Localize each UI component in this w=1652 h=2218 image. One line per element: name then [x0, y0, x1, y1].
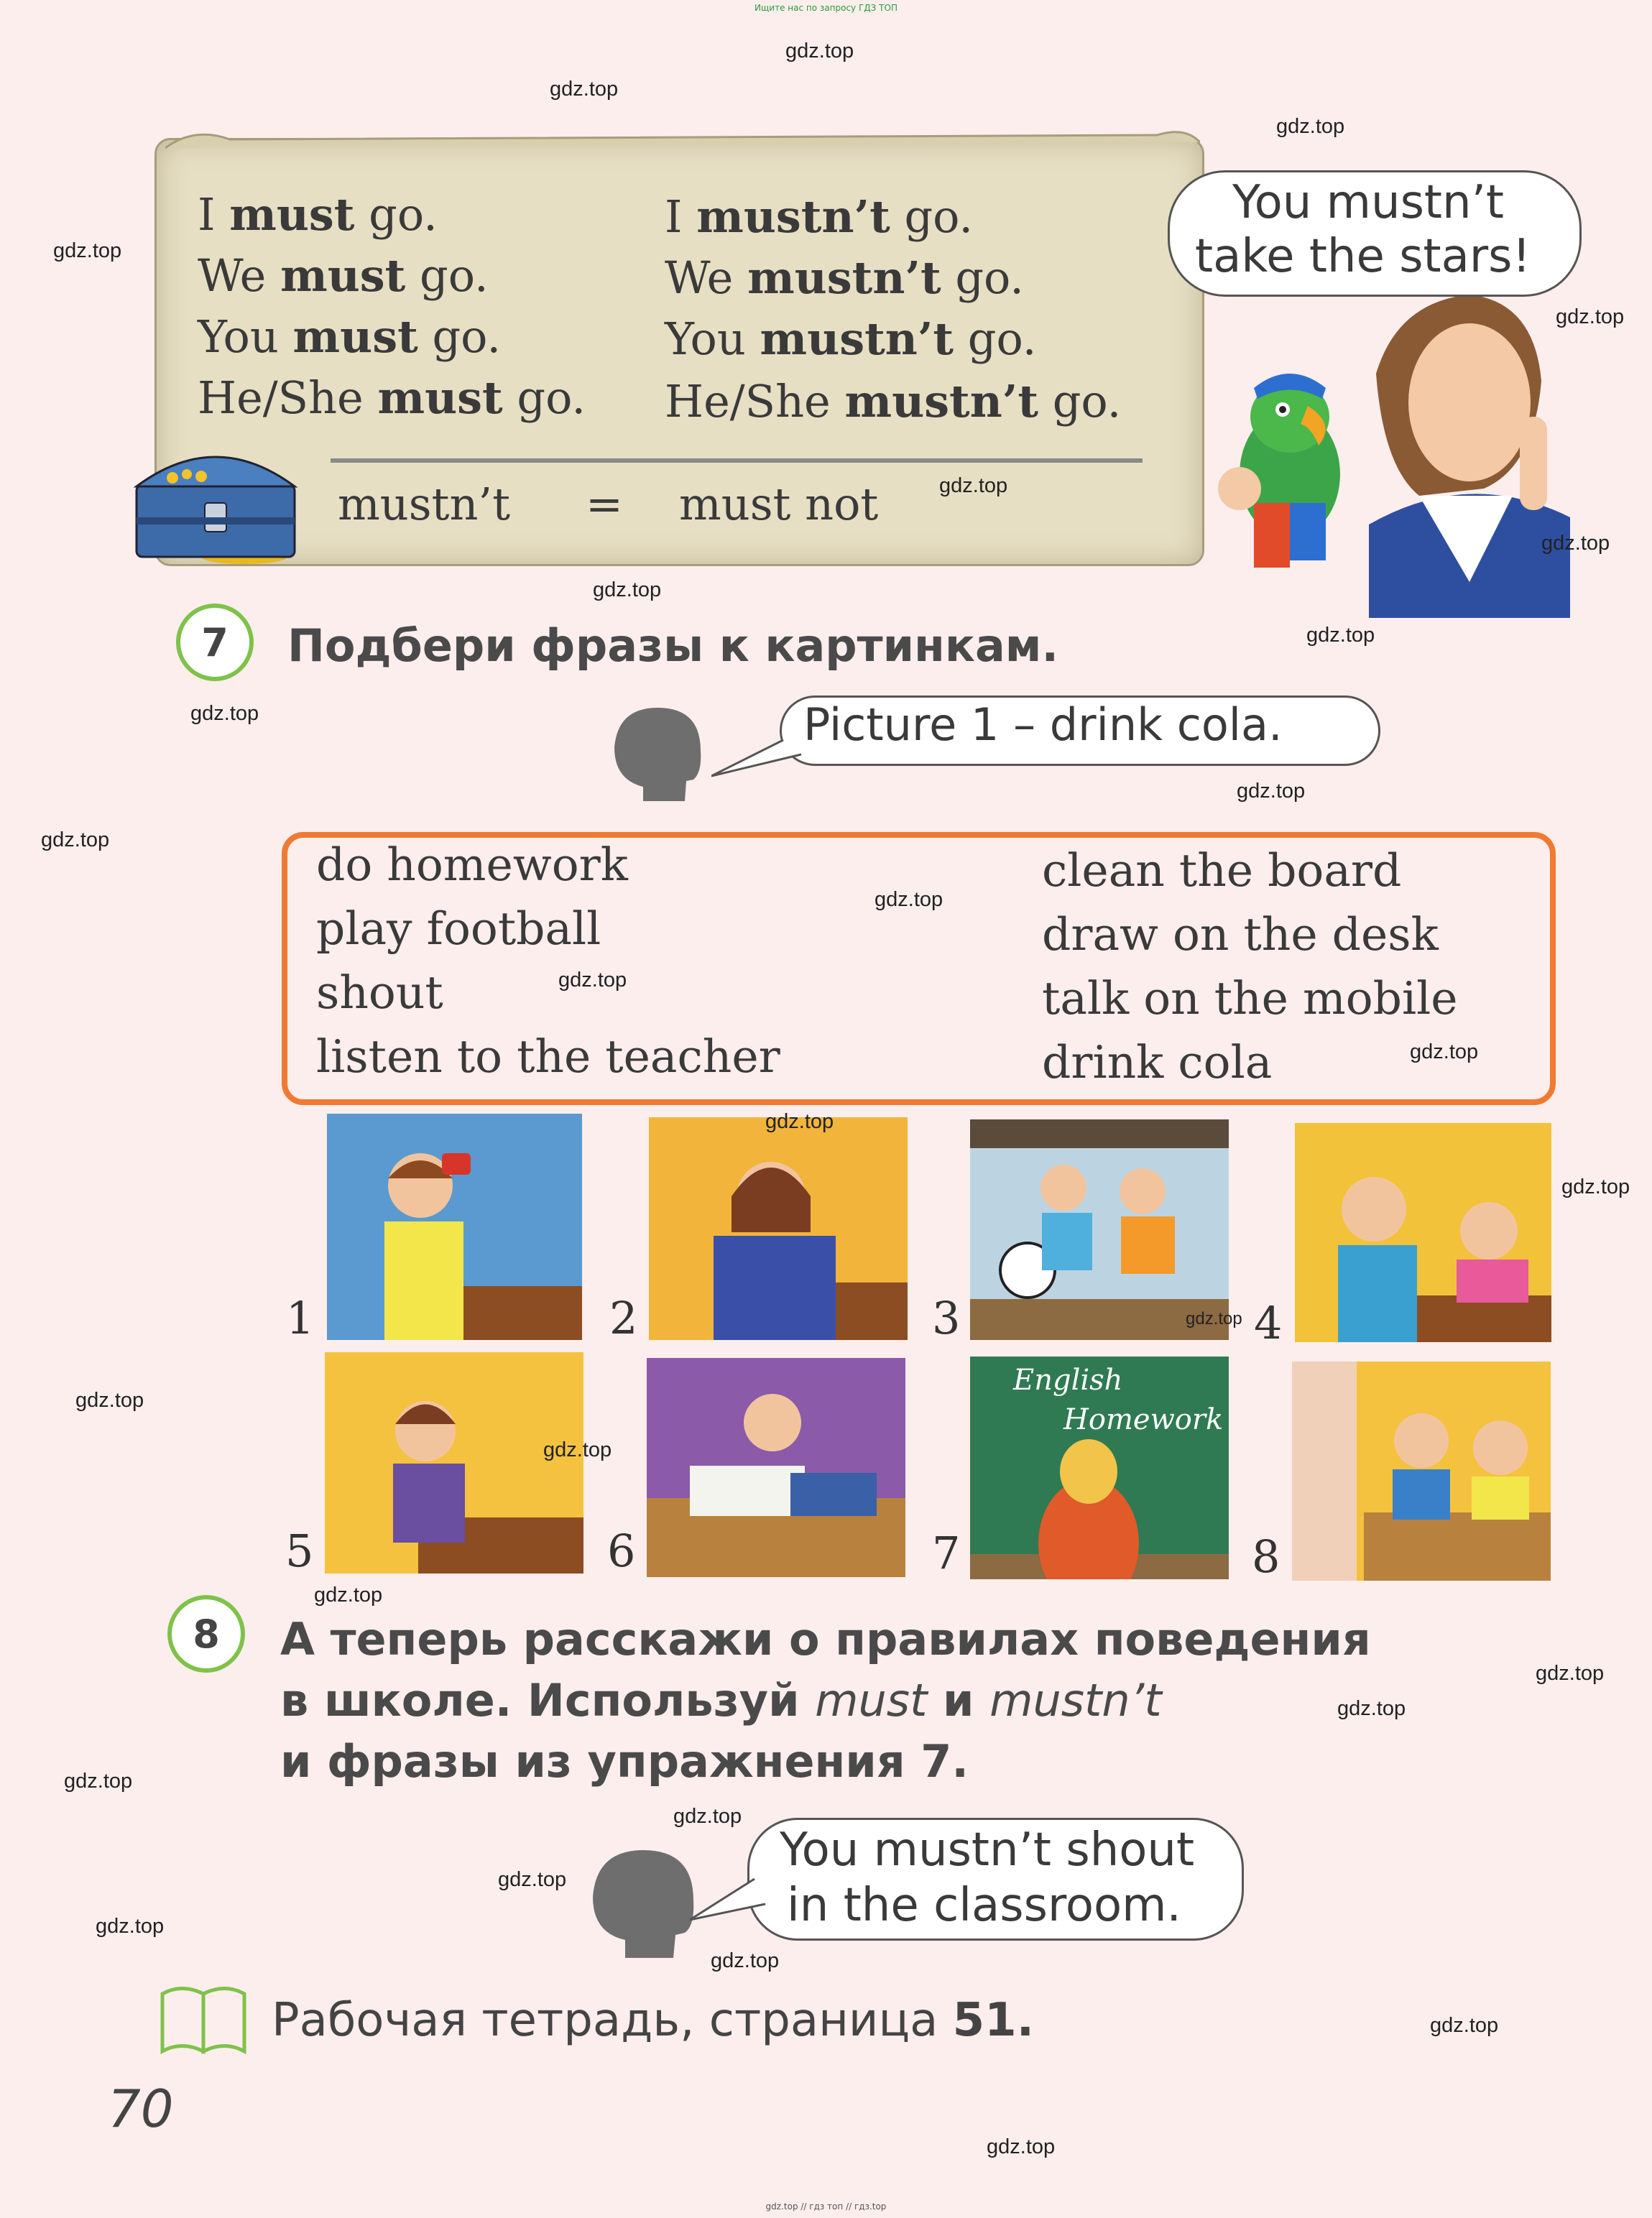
picture-3	[970, 1119, 1229, 1340]
pirate-bubble-line-1: You mustn’t	[1232, 176, 1504, 229]
watermark: gdz.top	[765, 1110, 834, 1133]
pirate-bubble-line-2: take the stars!	[1195, 230, 1531, 283]
watermark: gdz.top	[939, 474, 1008, 497]
picture-6-number: 6	[607, 1525, 636, 1577]
watermark: gdz.top	[543, 1438, 612, 1461]
watermark: gdz.top	[1561, 1175, 1630, 1198]
watermark: gdz.top	[41, 828, 110, 851]
picture-1-number: 1	[286, 1292, 315, 1344]
watermark: gdz.top	[875, 888, 943, 911]
bottom-note: gdz.top // гдз топ // гдз.top	[765, 2201, 887, 2212]
watermark: gdz.top	[1556, 305, 1625, 328]
grammar-mustnt-row-2: We mustn’t go.	[665, 251, 1024, 304]
workbook-reference: Рабочая тетрадь, страница 51.	[272, 1994, 1034, 2047]
watermark: gdz.top	[96, 1915, 165, 1938]
exercise-8-line-1: А теперь расскажи о правилах поведения	[280, 1613, 1371, 1665]
grammar-mustnt-row-1: I mustn’t go.	[665, 190, 974, 243]
exercise-8-line-2: в школе. Используй must и mustn’t	[280, 1674, 1162, 1727]
watermark: gdz.top	[785, 40, 854, 63]
watermark: gdz.top	[53, 239, 122, 262]
watermark: gdz.top	[75, 1389, 144, 1412]
watermark: gdz.top	[593, 578, 662, 601]
watermark: gdz.top	[314, 1584, 383, 1607]
watermark: gdz.top	[1306, 624, 1375, 647]
picture-4	[1295, 1123, 1551, 1342]
watermark: gdz.top	[711, 1949, 780, 1972]
grammar-must-row-1: I must go.	[198, 188, 438, 241]
picture-5-number: 5	[285, 1525, 314, 1577]
board-text-line-2: Homework	[1063, 1403, 1224, 1436]
board-text-line-1: English	[1013, 1364, 1123, 1397]
pirate-with-parrot-illustration	[1182, 280, 1570, 618]
picture-2-number: 2	[609, 1292, 638, 1344]
grammar-mustnt-row-4: He/She mustn’t go.	[665, 375, 1122, 428]
grammar-must-row-3: You must go.	[198, 310, 502, 363]
phrase-right-2: draw on the desk	[1042, 908, 1439, 961]
scroll-top-curl	[165, 126, 1200, 155]
open-book-icon	[157, 1979, 250, 2058]
phrase-left-3: shout	[316, 966, 443, 1019]
watermark: gdz.top	[64, 1770, 133, 1793]
phrase-left-1: do homework	[316, 838, 628, 891]
picture-8-number: 8	[1252, 1530, 1280, 1583]
phrase-left-2: play football	[316, 902, 601, 955]
picture-7-number: 7	[932, 1527, 961, 1579]
watermark: gdz.top	[673, 1805, 742, 1828]
watermark: gdz.top	[1410, 1040, 1479, 1063]
watermark: gdz.top	[1186, 1309, 1242, 1329]
watermark: gdz.top	[1430, 2014, 1499, 2037]
picture-1	[327, 1114, 582, 1340]
exercise-7-number: 7	[176, 604, 254, 681]
picture-5	[325, 1352, 583, 1574]
phrase-left-4: listen to the teacher	[316, 1030, 780, 1083]
watermark: gdz.top	[190, 702, 259, 725]
exercise-8-line-3: и фразы из упражнения 7.	[280, 1735, 969, 1788]
page-number: 70	[108, 2079, 174, 2139]
watermark: gdz.top	[558, 969, 627, 992]
grammar-must-row-2: We must go.	[198, 249, 489, 302]
picture-8	[1292, 1362, 1551, 1581]
watermark: gdz.top	[1237, 780, 1306, 803]
picture-6	[647, 1358, 905, 1577]
grammar-mustnt-row-3: You mustn’t go.	[665, 313, 1037, 365]
exercise-7-example: Picture 1 – drink cola.	[803, 698, 1283, 751]
watermark: gdz.top	[1276, 115, 1345, 138]
watermark: gdz.top	[1337, 1697, 1406, 1720]
exercise-7-instruction: Подбери фразы к картинкам.	[287, 619, 1059, 672]
picture-4-number: 4	[1254, 1297, 1283, 1349]
picture-3-number: 3	[932, 1292, 961, 1344]
watermark: gdz.top	[1541, 532, 1610, 555]
watermark: gdz.top	[987, 2135, 1056, 2158]
top-note: Ищите нас по запросу ГДЗ ТОП	[755, 3, 897, 13]
phrase-right-1: clean the board	[1042, 844, 1402, 897]
phrase-right-3: talk on the mobile	[1042, 972, 1458, 1025]
picture-2	[649, 1117, 908, 1340]
grammar-must-row-4: He/She must go.	[198, 371, 586, 424]
exercise-8-bubble-tail	[690, 1875, 769, 1926]
example-bubble-tail	[711, 736, 805, 780]
picture-7	[970, 1357, 1229, 1579]
grammar-contraction-eq: =	[586, 478, 623, 530]
child-head-silhouette-icon-2	[586, 1843, 701, 1965]
exercise-8-number: 8	[167, 1595, 245, 1673]
grammar-contraction-left: mustn’t	[338, 478, 511, 530]
treasure-chest-icon	[129, 442, 313, 564]
grammar-divider	[331, 458, 1143, 463]
phrase-right-4: drink cola	[1042, 1036, 1273, 1089]
watermark: gdz.top	[550, 78, 619, 101]
watermark: gdz.top	[498, 1868, 567, 1891]
child-head-silhouette-icon	[607, 701, 708, 808]
exercise-8-bubble-line-2: in the classroom.	[787, 1879, 1181, 1932]
exercise-8-bubble-line-1: You mustn’t shout	[780, 1824, 1195, 1877]
watermark: gdz.top	[1536, 1662, 1605, 1685]
grammar-contraction-right: must not	[679, 478, 879, 530]
